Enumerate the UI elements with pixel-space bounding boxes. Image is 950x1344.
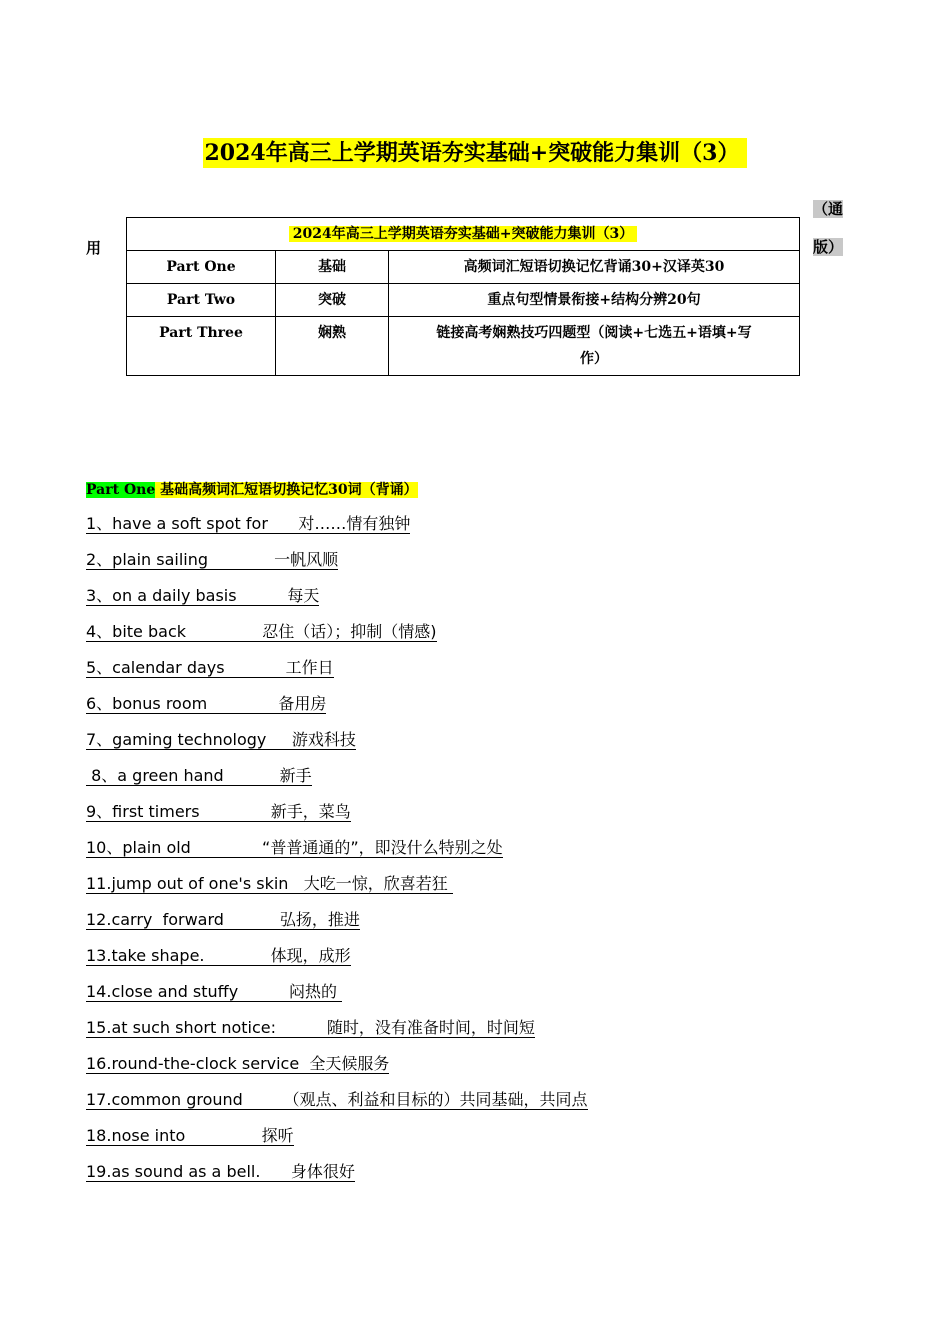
side-note-right-bottom: 版） (813, 238, 844, 256)
overview-table (126, 217, 800, 376)
list-item: 6、bonus room 备用房 (86, 694, 327, 713)
type-cell: 突破 (276, 284, 389, 317)
list-item: 18.nose into 探听 (86, 1126, 294, 1145)
table-row (127, 317, 800, 376)
type-cell: 娴熟 (276, 317, 389, 376)
part-one-title: 基础高频词汇短语切换记忆30词（背诵） (155, 482, 417, 498)
vocab-list (86, 513, 588, 1197)
list-item: 7、gaming technology 游戏科技 (86, 730, 356, 749)
list-item: 13.take shape. 体现，成形 (86, 946, 351, 965)
list-item: 15.at such short notice: 随时，没有准备时间，时间短 (86, 1018, 535, 1037)
list-item: 16.round-the-clock service 全天候服务 (86, 1054, 390, 1073)
part-one-heading (86, 479, 418, 499)
part-one-label: Part One (86, 482, 156, 498)
table-row (127, 251, 800, 284)
list-item: 2、plain sailing 一帆风顺 (86, 550, 339, 569)
list-item: 19.as sound as a bell. 身体很好 (86, 1162, 355, 1181)
list-item: 9、first timers 新手，菜鸟 (86, 802, 351, 821)
list-item: 4、bite back 忍住（话）；抑制（情感) (86, 622, 437, 641)
content-cell: 链接高考娴熟技巧四题型（阅读+七选五+语填+写 作） (389, 317, 800, 376)
side-note-left: 用 (86, 239, 102, 257)
list-item: 8、a green hand 新手 (86, 766, 312, 785)
part-cell: Part Two (127, 284, 276, 317)
list-item: 10、plain old “普普通通的”，即没什么特别之处 (86, 838, 503, 857)
type-cell: 基础 (276, 251, 389, 284)
table-row (127, 284, 800, 317)
overview-header: 2024年高三上学期英语夯实基础+突破能力集训（3） (127, 218, 800, 251)
content-cell: 重点句型情景衔接+结构分辨20句 (389, 284, 800, 317)
part-cell: Part One (127, 251, 276, 284)
document-title: 2024年高三上学期英语夯实基础+突破能力集训（3） (0, 136, 950, 167)
list-item: 14.close and stuffy 闷热的 (86, 982, 343, 1001)
list-item: 5、calendar days 工作日 (86, 658, 334, 677)
list-item: 17.common ground （观点、利益和目标的）共同基础，共同点 (86, 1090, 588, 1109)
list-item: 1、have a soft spot for 对……情有独钟 (86, 514, 411, 533)
list-item: 3、on a daily basis 每天 (86, 586, 320, 605)
part-cell: Part Three (127, 317, 276, 376)
content-cell: 高频词汇短语切换记忆背诵30+汉译英30 (389, 251, 800, 284)
side-note-right-top: （通 (813, 200, 844, 218)
list-item: 11.jump out of one's skin 大吃一惊，欣喜若狂 (86, 874, 453, 893)
list-item: 12.carry forward 弘扬，推进 (86, 910, 360, 929)
